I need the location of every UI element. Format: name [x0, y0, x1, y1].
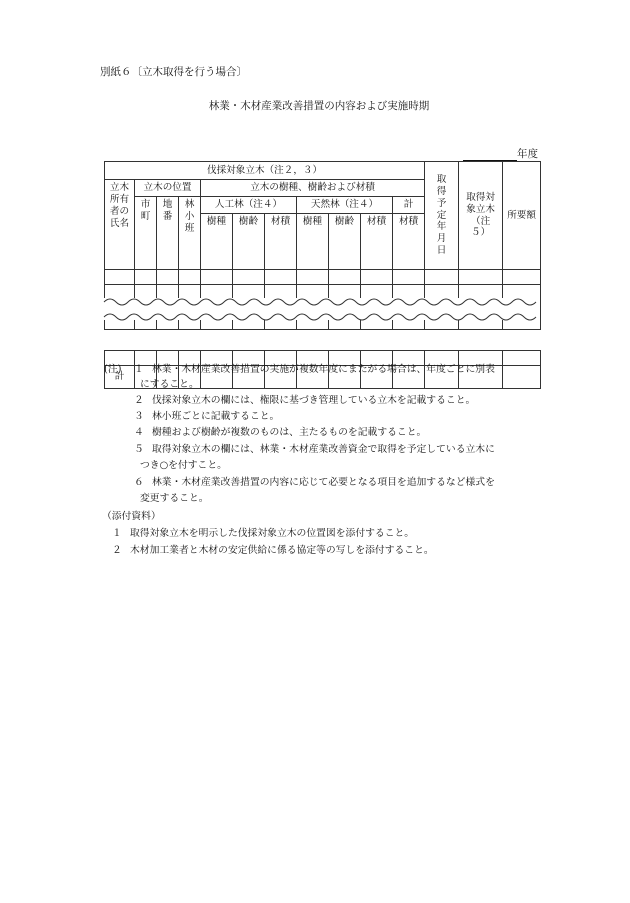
attachments-heading: （添付資料） [102, 511, 161, 522]
note-6-line-1: 林業・木材産業改善措置の内容に応じて必要となる項目を追加するなど様式を [152, 477, 495, 488]
header-forest-sub-compartment: 林小班 [179, 197, 201, 270]
header-natural-age: 樹齢 [329, 214, 361, 270]
table-row [105, 270, 541, 285]
group-header-logging-target: 伐採対象立木（注２，３） [105, 162, 425, 180]
fiscal-year-label: 年度 [517, 148, 538, 160]
header-target-tree: 取得対象立木（注５） [459, 162, 503, 270]
note-2-line-1: 伐採対象立木の欄には、権限に基づき管理している立木を記載すること。 [152, 395, 476, 406]
header-planned-date: 取得予定年月日 [425, 162, 459, 270]
attachment-1-text: 取得対象立木を明示した伐採対象立木の位置図を添付すること。 [130, 528, 415, 539]
attachment-2-text: 木材加工業者と木材の安定供給に係る協定等の写しを添付すること。 [130, 545, 434, 556]
header-city: 市町 [135, 197, 157, 270]
header-owner-name: 立木所有者の氏名 [105, 180, 135, 270]
attachment-1-number: １ [112, 528, 122, 539]
note-3-number: ３ [134, 411, 144, 422]
note-1-line-2: にすること。 [140, 379, 199, 390]
fiscal-year-field [463, 146, 538, 161]
header-natural-species: 樹種 [297, 214, 329, 270]
header-cost: 所要額 [503, 162, 541, 270]
note-3-line-1: 林小班ごとに記載すること。 [152, 411, 280, 422]
note-6-number: ６ [134, 477, 144, 488]
table-gap [105, 330, 541, 351]
attachment-2-number: ２ [112, 545, 122, 556]
note-1-number: １ [134, 364, 144, 375]
logging-target-table [104, 161, 541, 389]
header-total: 計 [393, 197, 425, 214]
header-location-group: 立木の位置 [135, 180, 201, 197]
note-5-number: ５ [134, 444, 144, 455]
note-5-line-1: 取得対象立木の欄には、林業・木材産業改善資金で取得を予定している立木に [152, 444, 495, 455]
note-5-line-2: つき○を付すこと。 [140, 460, 227, 471]
note-4-number: ４ [134, 427, 144, 438]
form-label: 別紙６〔立木取得を行う場合〕 [100, 66, 247, 78]
note-6-line-2: 変更すること。 [140, 493, 209, 504]
note-1-line-1: 林業・木材産業改善措置の実施が複数年度にまたがる場合は、年度ごとに別表 [152, 364, 495, 375]
header-natural-forest: 天然林（注４） [297, 197, 393, 214]
header-planted-forest: 人工林（注４） [201, 197, 297, 214]
header-total-volume: 材積 [393, 214, 425, 270]
header-lot-number: 地番 [157, 197, 179, 270]
header-natural-volume: 材積 [361, 214, 393, 270]
note-2-number: ２ [134, 395, 144, 406]
document-title: 林業・木材産業改善措置の内容および実施時期 [208, 100, 430, 112]
total-row-label: 計 [105, 366, 135, 389]
notes-prefix: (注) [104, 364, 122, 375]
fiscal-year-blank [463, 149, 517, 161]
header-planted-age: 樹齢 [233, 214, 265, 270]
header-planted-volume: 材積 [265, 214, 297, 270]
table-break-wave [102, 294, 540, 324]
header-species-group: 立木の樹種、樹齢および材積 [201, 180, 425, 197]
header-planted-species: 樹種 [201, 214, 233, 270]
note-4-line-1: 樹種および樹齢が複数のものは、主たるものを記載すること。 [152, 427, 427, 438]
